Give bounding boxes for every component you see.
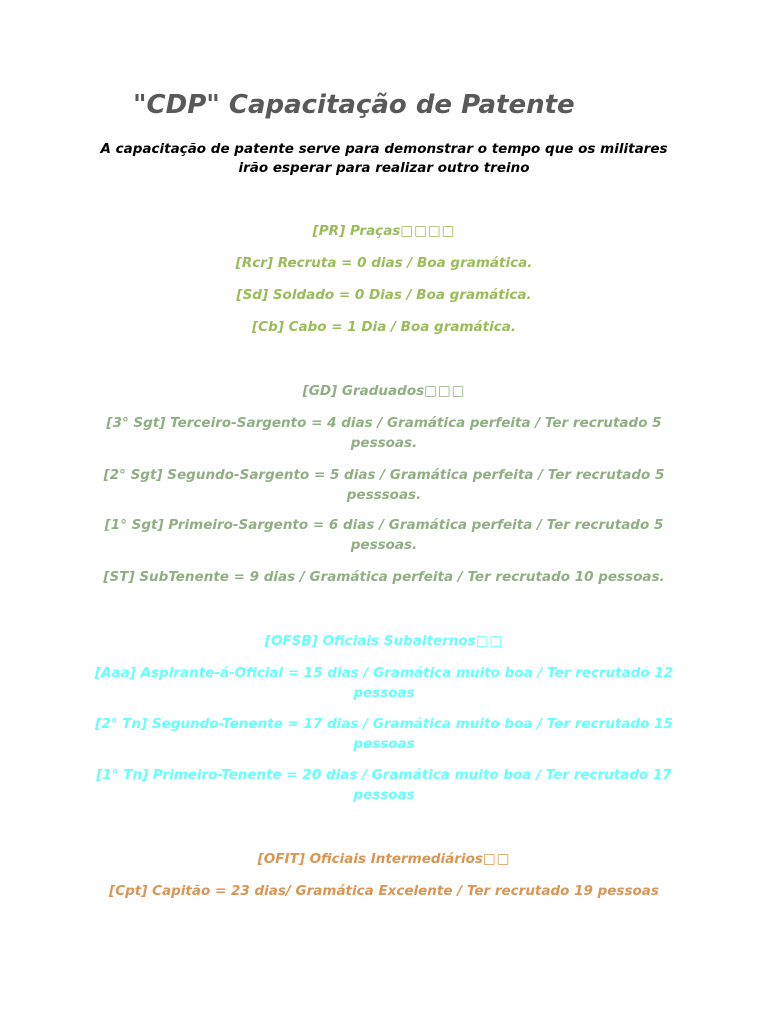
missing-glyph-icons: □□□ xyxy=(424,383,466,399)
rank-item-aspirante-oficial: [Aaa] Aspirante-á-Oficial = 15 dias / Gramática muito boa / Ter recrutado 12 pessoas xyxy=(94,665,674,701)
rank-item-recruta: [Rcr] Recruta = 0 dias / Boa gramática. xyxy=(235,255,533,271)
rank-item-segundo-sargento: [2° Sgt] Segundo-Sargento = 5 dias / Gramática perfeita / Ter recrutado 5 pesssoas. xyxy=(103,467,665,503)
rank-item-terceiro-sargento: [3° Sgt] Terceiro-Sargento = 4 dias / Gramática perfeita / Ter recrutado 5 pessoas. xyxy=(106,415,662,451)
rank-item-primeiro-sargento: [1° Sgt] Primeiro-Sargento = 6 dias / Gramática perfeita / Ter recrutado 5 pessoas. xyxy=(104,517,664,553)
section-heading-oficiais-intermediarios xyxy=(90,850,678,870)
section-heading-oficiais-subalternos xyxy=(90,632,678,652)
missing-glyph-icons: □□□□ xyxy=(400,223,456,239)
section-heading-graduados xyxy=(90,382,678,402)
section-heading-pracas-text: [PR] Praças xyxy=(312,223,401,239)
section-heading-oficiais-intermediarios-text: [OFIT] Oficiais Intermediários xyxy=(257,851,483,867)
rank-item-cabo: [Cb] Cabo = 1 Dia / Boa gramática. xyxy=(252,319,516,335)
rank-item-primeiro-tenente: [1° Tn] Primeiro-Tenente = 20 dias / Gramática muito boa / Ter recrutado 17 pessoas xyxy=(96,767,672,803)
section-heading-graduados-text: [GD] Graduados xyxy=(302,383,425,399)
section-heading-oficiais-subalternos-text: [OFSB] Oficiais Subalternos xyxy=(264,633,476,649)
section-heading-pracas xyxy=(90,222,678,242)
rank-item-capitao: [Cpt] Capitão = 23 dias/ Gramática Excelente / Ter recrutado 19 pessoas xyxy=(109,883,659,899)
missing-glyph-icons: □□ xyxy=(475,633,504,649)
rank-item-subtenente: [ST] SubTenente = 9 dias / Gramática perfeita / Ter recrutado 10 pessoas. xyxy=(103,569,665,585)
rank-item-soldado: [Sd] Soldado = 0 Dias / Boa gramática. xyxy=(236,287,532,303)
page-title: "CDP" Capacitação de Patente xyxy=(133,90,575,120)
rank-item-segundo-tenente: [2° Tn] Segundo-Tenente = 17 dias / Gramática muito boa / Ter recrutado 15 pessoas xyxy=(95,716,673,752)
missing-glyph-icons: □□ xyxy=(482,851,511,867)
intro-paragraph: A capacitação de patente serve para demonstrar o tempo que os militares irão esperar para realizar outro treino xyxy=(100,141,668,176)
